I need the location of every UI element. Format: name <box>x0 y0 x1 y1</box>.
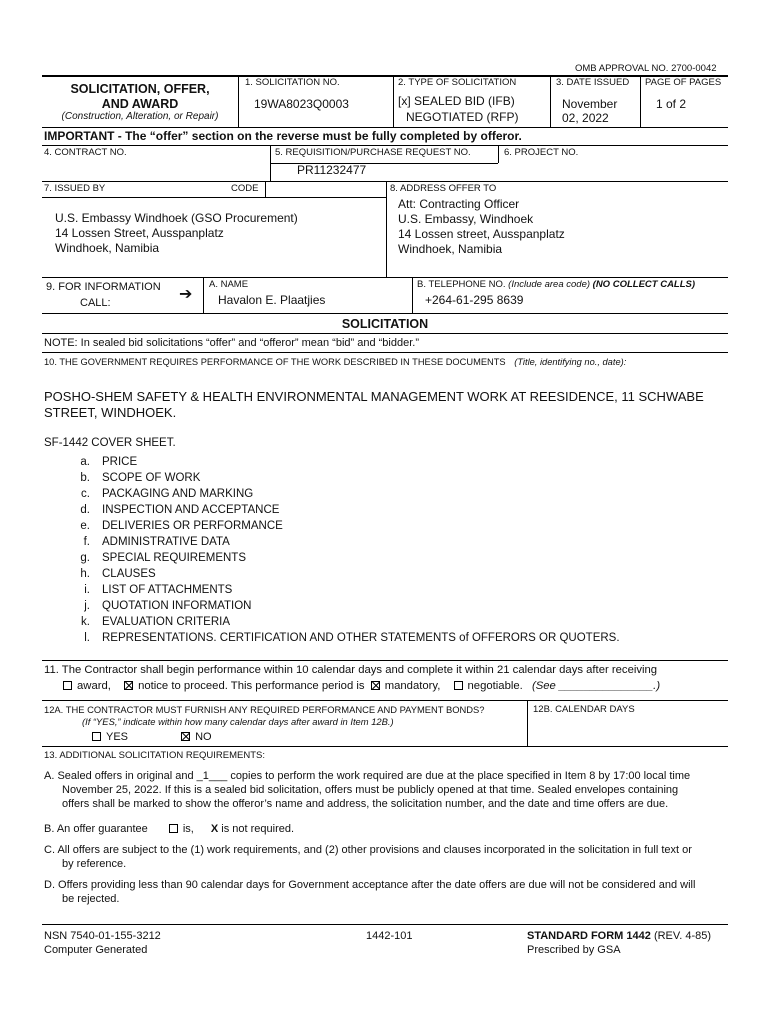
address-line4: Windhoek, Namibia <box>398 242 503 256</box>
divider <box>527 700 528 746</box>
rule <box>270 163 498 164</box>
contact-name-label: A. NAME <box>209 279 249 290</box>
divider <box>238 75 239 127</box>
list-item: k. EVALUATION CRITERIA <box>81 616 231 628</box>
item13-a-line1: A. Sealed offers in original and _1___ copies to perform the work required are due at the place specified in Item 8 by 17:00 local time <box>44 770 691 782</box>
guarantee-is-checkbox[interactable] <box>169 824 178 833</box>
rule <box>42 700 728 701</box>
solicitation-heading: SOLICITATION <box>341 317 429 331</box>
form-title-sub: (Construction, Alteration, or Repair) <box>61 111 219 122</box>
rule <box>42 127 728 128</box>
date-issued-value[interactable]: November <box>562 97 618 111</box>
item10-group <box>44 357 626 367</box>
divider <box>265 181 266 197</box>
sealed-bid-option[interactable]: [x] SEALED BID (IFB) <box>398 94 515 108</box>
rule <box>42 313 728 314</box>
item13-c-line2: by reference. <box>62 858 127 870</box>
divider <box>386 181 387 277</box>
notice-checkbox[interactable] <box>124 681 133 690</box>
telephone-no-collect: (NO COLLECT CALLS) <box>592 279 696 290</box>
no-checkbox[interactable] <box>181 732 190 741</box>
omb-approval: OMB APPROVAL NO. 2700-0042 <box>575 63 717 74</box>
list-item: h. CLAUSES <box>80 568 156 580</box>
item13-c-line1: C. All offers are subject to the (1) work requirements, and (2) other provisions and clauses incorporated in the solicitation in full text or <box>44 844 692 856</box>
important-notice: IMPORTANT - The “offer” section on the reverse must be fully completed by offeror. <box>44 129 522 143</box>
guarantee-not-mark[interactable]: X <box>210 823 219 835</box>
issued-by-line2: 14 Lossen Street, Ausspanplatz <box>55 226 224 240</box>
item13-b: B. An offer guarantee is, X is not required. <box>44 823 295 835</box>
requisition-value[interactable]: PR11232477 <box>297 163 367 177</box>
rule <box>42 660 728 661</box>
list-item: a. PRICE <box>80 456 138 468</box>
address-offer-label: 8. ADDRESS OFFER TO <box>390 183 497 194</box>
solicitation-type-label: 2. TYPE OF SOLICITATION <box>398 77 517 88</box>
solicitation-no-label: 1. SOLICITATION NO. <box>245 77 340 88</box>
mandatory-checkbox[interactable] <box>371 681 380 690</box>
info-label-call: CALL: <box>80 297 111 309</box>
rule <box>42 746 728 747</box>
item11-line1: 11. The Contractor shall begin performance within 10 calendar days and complete it within 21 calendar days after receiving <box>44 664 658 676</box>
form-code: 1442-101 <box>366 930 413 942</box>
rule <box>42 333 728 334</box>
bonds-options: YES NO <box>92 731 212 743</box>
item13-a-line3: offers shall be marked to show the offeror’s name and address, the solicitation number, and the date and time offers are due. <box>62 798 669 810</box>
project-title-line2: STREET, WINDHOEK. <box>44 405 177 420</box>
item12a-label: 12A. THE CONTRACTOR MUST FURNISH ANY REQUIRED PERFORMANCE AND PAYMENT BONDS? <box>44 704 485 715</box>
page-of-pages-label: PAGE OF PAGES <box>645 77 722 88</box>
issued-by-label: 7. ISSUED BY <box>44 183 106 194</box>
page-of-pages-value: 1 of 2 <box>656 97 687 111</box>
code-label: CODE <box>231 183 259 194</box>
nsn-number: NSN 7540-01-155-3212 <box>44 930 161 942</box>
note-text: NOTE: In sealed bid solicitations “offer” and “offeror” mean “bid” and “bidder.” <box>44 337 419 349</box>
standard-form: STANDARD FORM 1442 (REV. 4-85) <box>527 930 711 942</box>
rule <box>42 181 728 182</box>
list-item: g. SPECIAL REQUIREMENTS <box>80 552 246 564</box>
issued-by-line3: Windhoek, Namibia <box>55 241 160 255</box>
item12b-label: 12B. CALENDAR DAYS <box>533 704 635 715</box>
address-line3: 14 Lossen street, Ausspanplatz <box>398 227 565 241</box>
award-checkbox[interactable] <box>63 681 72 690</box>
form-title-line1: SOLICITATION, OFFER, <box>70 82 210 96</box>
contract-no-label: 4. CONTRACT NO. <box>44 147 127 158</box>
list-item: i. LIST OF ATTACHMENTS <box>84 584 233 596</box>
list-item: j. QUOTATION INFORMATION <box>84 600 252 612</box>
divider <box>203 277 204 313</box>
cover-sheet-title: SF-1442 COVER SHEET. <box>44 437 176 449</box>
rule <box>42 277 728 278</box>
telephone-note: (Include area code) <box>508 279 591 290</box>
project-no-label: 6. PROJECT NO. <box>504 147 579 158</box>
item13-d-line2: be rejected. <box>62 893 120 905</box>
date-issued-label: 3. DATE ISSUED <box>556 77 630 88</box>
address-line1: Att: Contracting Officer <box>398 197 520 211</box>
rule <box>42 145 728 146</box>
computer-generated: Computer Generated <box>44 944 148 956</box>
requisition-label: 5. REQUISITION/PURCHASE REQUEST NO. <box>275 147 471 158</box>
divider <box>550 75 551 127</box>
yes-checkbox[interactable] <box>92 732 101 741</box>
list-item: l. REPRESENTATIONS. CERTIFICATION AND OTHER STATEMENTS of OFFERORS OR QUOTERS. <box>84 632 620 644</box>
rule <box>42 197 386 198</box>
negotiated-option[interactable]: NEGOTIATED (RFP) <box>406 110 519 124</box>
item10-label: 10. THE GOVERNMENT REQUIRES PERFORMANCE OF THE WORK DESCRIBED IN THESE DOCUMENTS <box>44 357 506 367</box>
list-item: e. DELIVERIES OR PERFORMANCE <box>80 520 283 532</box>
divider <box>498 145 499 163</box>
telephone-value[interactable]: +264-61-295 8639 <box>425 293 524 307</box>
rule <box>42 352 728 353</box>
item10-note: (Title, identifying no., date): <box>514 357 627 367</box>
contact-name-value[interactable]: Havalon E. Plaatjies <box>218 293 326 307</box>
list-item: b. SCOPE OF WORK <box>80 472 201 484</box>
list-item: c. PACKAGING AND MARKING <box>81 488 254 500</box>
negotiable-checkbox[interactable] <box>454 681 463 690</box>
project-title-line1: POSHO-SHEM SAFETY & HEALTH ENVIRONMENTAL MANAGEMENT WORK AT REESIDENCE, 11 SCHWABE <box>44 389 704 404</box>
telephone-label: B. TELEPHONE NO. <box>417 279 506 290</box>
issued-by-line1: U.S. Embassy Windhoek (GSO Procurement) <box>55 211 298 225</box>
address-line2: U.S. Embassy, Windhoek <box>398 212 534 226</box>
prescribed-by: Prescribed by GSA <box>527 944 621 956</box>
info-label: 9. FOR INFORMATION <box>46 281 161 293</box>
section-list <box>66 454 620 646</box>
list-item: f. ADMINISTRATIVE DATA <box>83 536 230 548</box>
divider <box>640 75 641 127</box>
item11-line2: award, notice to proceed. This performance period is mandatory, negotiable. (See _______________.) <box>63 680 660 692</box>
solicitation-no-value[interactable]: 19WA8023Q0003 <box>254 97 349 111</box>
divider <box>412 277 413 313</box>
item13-label: 13. ADDITIONAL SOLICITATION REQUIREMENTS: <box>44 750 266 761</box>
item12a-note: (If “YES,” indicate within how many calendar days after award in Item 12B.) <box>82 716 394 727</box>
divider <box>393 75 394 127</box>
date-issued-value-2[interactable]: 02, 2022 <box>562 111 609 125</box>
telephone-label-group <box>417 279 695 290</box>
list-item: d. INSPECTION AND ACCEPTANCE <box>80 504 280 516</box>
form-title-line2: AND AWARD <box>101 97 179 111</box>
rule <box>42 924 728 925</box>
item13-a-line2: November 25, 2022. If this is a sealed bid solicitation, offers must be publicly opened at that time. Sealed envelopes containing <box>62 784 679 796</box>
item13-d-line1: D. Offers providing less than 90 calendar days for Government acceptance after the date offers are due will not be considered and will <box>44 879 696 891</box>
arrow-right-icon: ➔ <box>179 286 193 303</box>
